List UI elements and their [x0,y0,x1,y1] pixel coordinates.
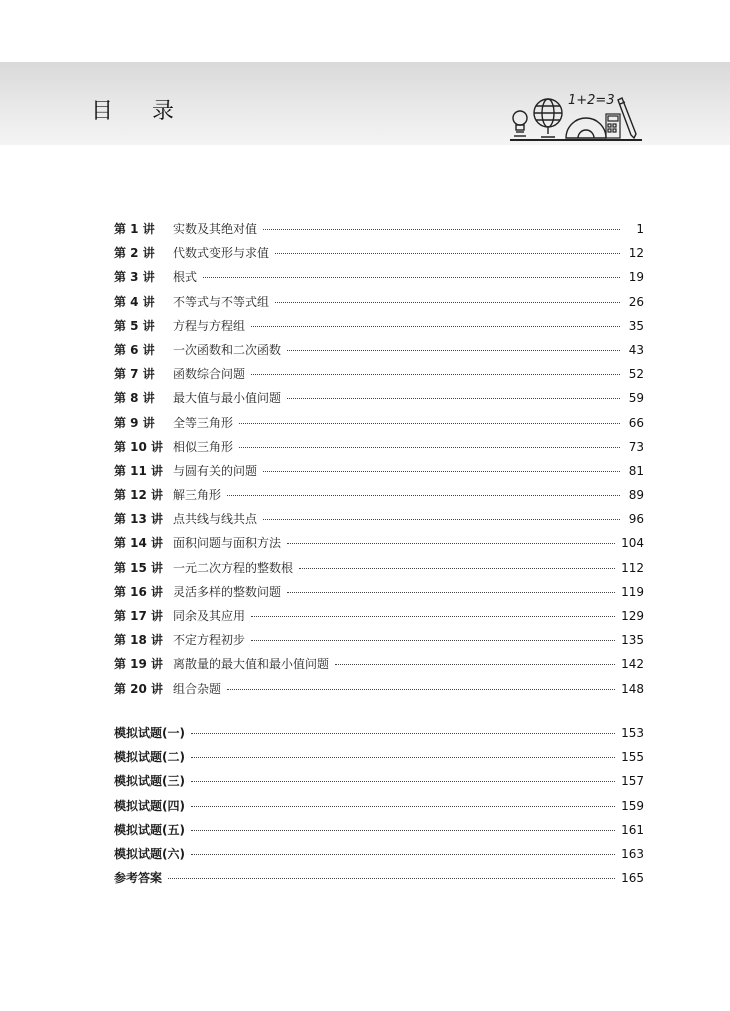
lecture-number: 第 5 讲 [114,318,155,333]
toc-title: 离散量的最大值和最小值问题 [173,657,330,672]
page-number: 81 [628,463,644,478]
dot-leader [263,471,620,472]
page-number: 163 [621,846,644,861]
dot-leader [203,277,620,278]
toc-title: 最大值与最小值问题 [173,391,282,406]
toc-title: 不等式与不等式组 [173,294,270,309]
toc-row[interactable] [114,583,644,607]
toc-row[interactable] [114,748,644,772]
toc-row[interactable] [114,869,644,893]
toc-row[interactable] [114,724,644,748]
toc-title: 模拟试题(六) [114,846,185,861]
page-number: 157 [621,774,644,789]
dot-leader [251,640,615,641]
page-number: 153 [621,726,644,740]
dot-leader [191,781,615,782]
toc-title: 实数及其绝对值 [173,222,258,236]
page-number: 161 [621,822,644,837]
page-number: 12 [628,246,644,261]
dot-leader [168,878,615,879]
page-number: 142 [621,657,644,672]
dot-leader [335,664,615,665]
toc-row[interactable] [114,845,644,869]
toc-row[interactable] [114,438,644,462]
page-number: 155 [621,750,644,765]
page-number: 35 [628,318,644,333]
toc-title: 模拟试题(二) [114,750,185,765]
toc-row[interactable] [114,631,644,655]
lecture-number: 第 11 讲 [114,463,164,478]
toc-lectures [114,220,644,704]
globe-icon [534,99,562,137]
dot-leader [287,350,620,351]
dot-leader [191,757,615,758]
toc-title: 代数式变形与求值 [173,246,270,261]
toc-title: 一元二次方程的整数根 [173,560,294,575]
page-number: 1 [636,222,644,236]
lecture-number: 第 8 讲 [114,391,155,406]
lecture-number: 第 10 讲 [114,439,164,454]
toc-title: 模拟试题(五) [114,822,185,837]
toc-title: 组合杂题 [173,681,222,696]
toc-row[interactable] [114,486,644,510]
page-number: 43 [628,342,644,357]
lecture-number: 第 16 讲 [114,584,164,599]
toc-row[interactable] [114,510,644,534]
toc-row[interactable] [114,365,644,389]
dot-leader [287,592,615,593]
page-number: 52 [628,367,644,382]
toc-title: 全等三角形 [173,415,234,430]
page-number: 73 [628,439,644,454]
toc-row[interactable] [114,268,644,292]
toc-title: 模拟试题(一) [114,726,185,740]
lecture-number: 第 14 讲 [114,536,164,551]
header-decoration [508,88,644,144]
dot-leader [287,543,615,544]
toc-row[interactable] [114,414,644,438]
toc-row[interactable] [114,462,644,486]
page-number: 89 [628,488,644,503]
dot-leader [275,253,620,254]
dot-leader [251,616,615,617]
lecture-number: 第 20 讲 [114,681,164,696]
toc-row[interactable] [114,797,644,821]
lecture-number: 第 2 讲 [114,246,155,261]
toc-row[interactable] [114,389,644,413]
toc-title: 函数综合问题 [173,367,246,382]
dot-leader [191,854,615,855]
lecture-number: 第 1 讲 [114,222,155,236]
dot-leader [191,830,615,831]
toc-row[interactable] [114,534,644,558]
dot-leader [287,398,620,399]
dot-leader [191,733,615,734]
toc-row[interactable] [114,559,644,583]
dot-leader [299,568,615,569]
toc-row[interactable] [114,607,644,631]
toc-title: 灵活多样的整数问题 [173,584,282,599]
lightbulb-icon [513,111,527,136]
page-number: 159 [621,798,644,813]
lecture-number: 第 18 讲 [114,633,164,648]
toc-title: 模拟试题(四) [114,798,185,813]
protractor-icon [566,118,606,138]
toc-title: 与圆有关的问题 [173,463,258,478]
page-number: 66 [628,415,644,430]
toc-row[interactable] [114,341,644,365]
toc-row[interactable] [114,244,644,268]
lecture-number: 第 6 讲 [114,342,155,357]
dot-leader [263,519,620,520]
page-number: 59 [628,391,644,406]
lecture-number: 第 17 讲 [114,609,164,623]
toc-row[interactable] [114,772,644,796]
dot-leader [263,229,620,230]
toc-title: 参考答案 [114,871,163,886]
page-number: 129 [621,609,644,623]
toc-title: 不定方程初步 [173,633,246,648]
lecture-number: 第 7 讲 [114,367,155,382]
page-number: 165 [621,871,644,886]
toc-appendix [114,724,644,893]
page-title: 目 录 [91,99,190,124]
formula-text: 1+2=3 [568,93,615,108]
toc-title: 根式 [173,270,198,285]
toc-title: 方程与方程组 [173,318,246,333]
page-number: 104 [621,536,644,551]
page-number: 119 [621,584,644,599]
toc-title: 相似三角形 [173,439,234,454]
toc-title: 模拟试题(三) [114,774,185,789]
toc-row[interactable] [114,680,644,704]
page-number: 26 [628,294,644,309]
toc-row[interactable] [114,220,644,244]
page-number: 148 [621,681,644,696]
toc-row[interactable] [114,293,644,317]
toc-title: 解三角形 [173,488,222,503]
toc-row[interactable] [114,317,644,341]
dot-leader [191,806,615,807]
toc-title: 点共线与线共点 [173,512,258,527]
toc-title: 一次函数和二次函数 [173,342,282,357]
lecture-number: 第 13 讲 [114,512,164,527]
dot-leader [227,689,615,690]
toc-title: 同余及其应用 [173,609,246,623]
page-number: 112 [621,560,644,575]
lecture-number: 第 9 讲 [114,415,155,430]
page-number: 19 [628,270,644,285]
lecture-number: 第 19 讲 [114,657,164,672]
lecture-number: 第 3 讲 [114,270,155,285]
toc-row[interactable] [114,821,644,845]
calculator-icon [606,114,620,138]
dot-leader [251,374,620,375]
lecture-number: 第 4 讲 [114,294,155,309]
dot-leader [239,447,620,448]
lecture-number: 第 12 讲 [114,488,164,503]
toc-row[interactable] [114,655,644,679]
dot-leader [251,326,620,327]
dot-leader [227,495,620,496]
toc-title: 面积问题与面积方法 [173,536,282,551]
lecture-number: 第 15 讲 [114,560,164,575]
dot-leader [239,423,620,424]
dot-leader [275,302,620,303]
pencil-icon [618,98,636,138]
page-number: 135 [621,633,644,648]
page-number: 96 [628,512,644,527]
